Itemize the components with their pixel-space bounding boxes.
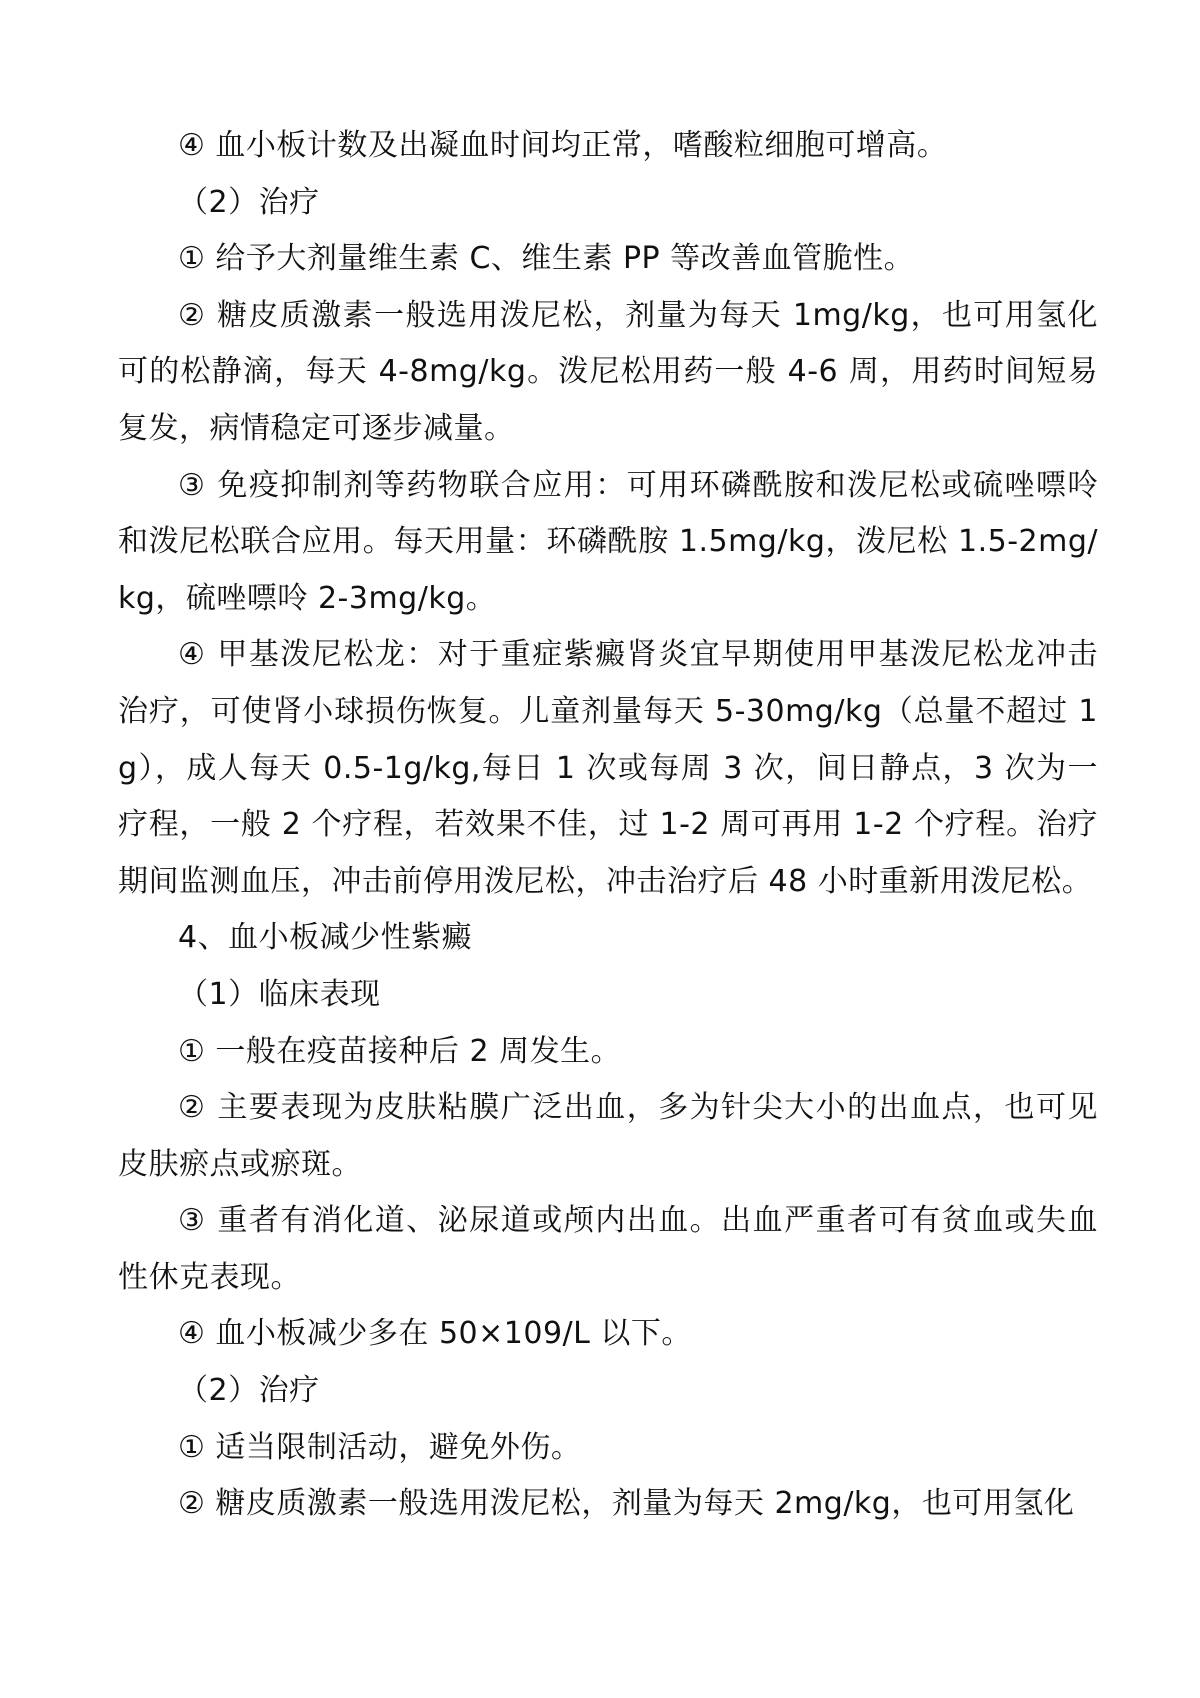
paragraph-platelet-count: ④ 血小板减少多在 50×109/L 以下。 [178,1316,692,1352]
paragraph-skin-bleeding: ② 主要表现为皮肤粘膜广泛出血，多为针尖大小的出血点，也可见皮肤瘀点或瘀斑。 [118,1090,1098,1182]
paragraph-eosinophil-note: ④ 血小板计数及出凝血时间均正常，嗜酸粒细胞可增高。 [178,128,948,163]
section-heading-thrombocytopenic-purpura: 4、血小板减少性紫癜 [178,920,473,956]
heading-treatment-2b: （2）治疗 [178,1373,320,1409]
paragraph-glucocorticoid-1: ② 糖皮质激素一般选用泼尼松，剂量为每天 1mg/kg，也可用氢化可的松静滴，每天 4-8mg/kg。泼尼松用药一般 4-6 周，用药时间短易复发，病情稳定可逐步减量。 [118,297,1098,446]
paragraph-vitamin-c-pp: ① 给予大剂量维生素 C、维生素 PP 等改善血管脆性。 [178,241,915,277]
heading-treatment-2: （2）治疗 [178,184,320,220]
paragraph-immunosuppressant: ③ 免疫抑制剂等药物联合应用：可用环磷酰胺和泼尼松或硫唑嘌呤和泼尼松联合应用。每天用量：环磷酰胺 1.5mg/kg，泼尼松 1.5-2mg/kg，硫唑嘌呤 2-3mg/kg。 [118,467,1098,616]
paragraph-glucocorticoid-2: ② 糖皮质激素一般选用泼尼松，剂量为每天 2mg/kg，也可用氢化 [178,1486,1075,1522]
heading-clinical-manifestation: （1）临床表现 [178,976,381,1012]
paragraph-limit-activity: ① 适当限制活动，避免外伤。 [178,1429,582,1465]
paragraph-onset: ① 一般在疫苗接种后 2 周发生。 [178,1033,622,1069]
paragraph-methylprednisolone: ④ 甲基泼尼松龙：对于重症紫癜肾炎宜早期使用甲基泼尼松龙冲击治疗，可使肾小球损伤恢复。儿童剂量每天 5-30mg/kg（总量不超过 1g），成人每天 0.5-1g/kg,每日 1 次或每周 3 次，间日静点，3 次为一疗程，一般 2 个疗程，若效果不佳，过 1-2 周可再用 1-2 个疗程。治疗期间监测血压，冲击前停用泼尼松，冲击治疗后 48 小时重新用泼尼松。 [118,637,1098,899]
paragraph-severe-bleeding: ③ 重者有消化道、泌尿道或颅内出血。出血严重者可有贫血或失血性休克表现。 [118,1203,1098,1295]
document-body [118,118,1098,1533]
